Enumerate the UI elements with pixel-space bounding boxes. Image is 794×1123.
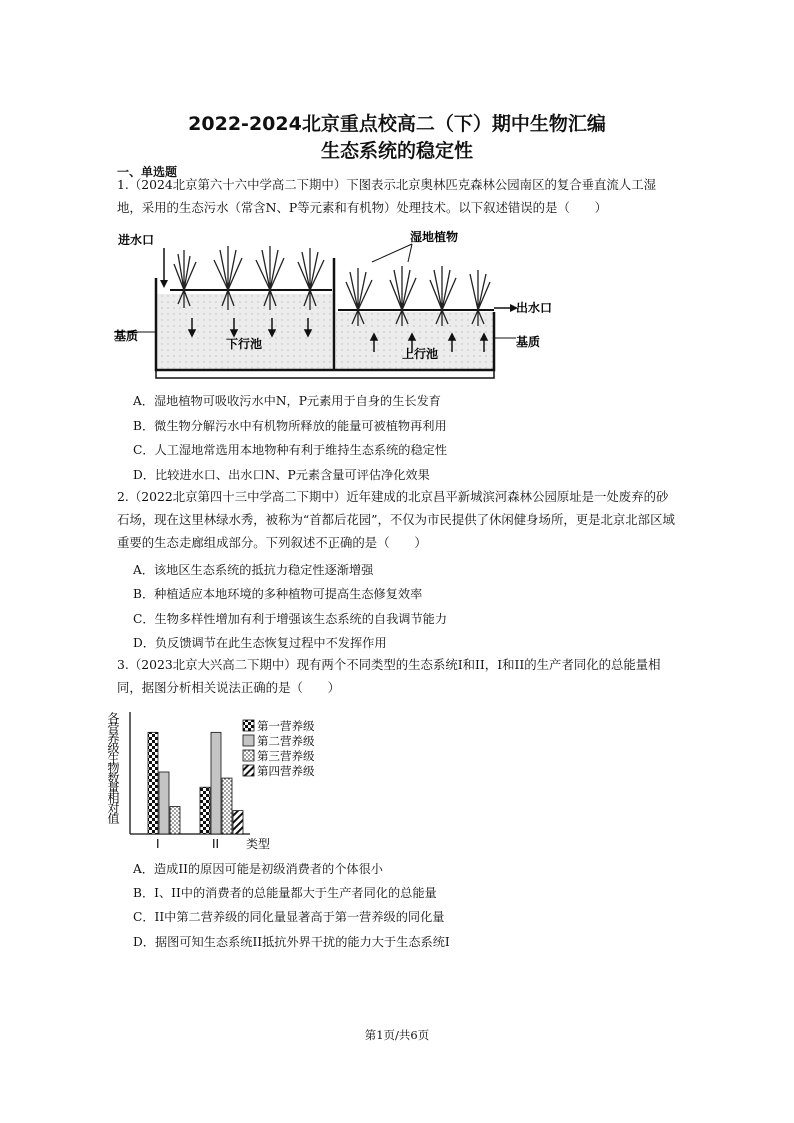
- down-pool-label: 下行池: [226, 337, 263, 351]
- legend-label-2: 第二营养级: [257, 734, 315, 748]
- q1-option-d: D．比较进水口、出水口N、P元素含量可评估净化效果: [133, 468, 430, 482]
- section-heading: 一、单选题: [117, 165, 178, 179]
- up-pool-label: 上行池: [402, 347, 439, 361]
- bar-II-1: [200, 787, 210, 834]
- x-tick-1: I: [156, 837, 160, 851]
- q3-option-d: D．据图可知生态系统II抵抗外界干扰的能力大于生态系统I: [133, 935, 450, 949]
- y-axis-label: 各营养级生物数量相对值: [106, 712, 120, 822]
- bar-II-2: [211, 732, 221, 834]
- q3-option-a: A．造成II的原因可能是初级消费者的个体很小: [133, 862, 383, 876]
- question-1-stem: 1.（2024北京第六十六中学高二下期中）下图表示北京奥林匹克森林公园南区的复合垂直流人工湿地，采用的生态污水（常含N、P等元素和有机物）处理技术。以下叙述错误的是（ ）: [117, 177, 656, 215]
- legend-swatch-2: [243, 735, 254, 746]
- question-3-stem: 3.（2023北京大兴高二下期中）现有两个不同类型的生态系统I和II，I和II的生产者同化的总能量相同，据图分析相关说法正确的是（ ）: [117, 657, 661, 695]
- x-axis-label: 类型: [246, 837, 271, 851]
- outlet-label: 出水口: [516, 301, 553, 315]
- bar-I-2: [159, 772, 169, 834]
- legend-label-1: 第一营养级: [257, 719, 315, 733]
- q1-option-a: A．湿地植物可吸收污水中N，P元素用于自身的生长发育: [133, 394, 441, 408]
- q2-option-b: B．种植适应本地环境的多种植物可提高生态修复效率: [133, 587, 423, 601]
- x-tick-2: II: [212, 837, 220, 851]
- substrate-right-label: 基质: [516, 335, 541, 349]
- up-pool-substrate: [336, 312, 494, 370]
- q2-option-d: D．负反馈调节在此生态恢复过程中不发挥作用: [133, 636, 387, 650]
- bar-I-1: [148, 732, 158, 834]
- q3-option-c: C．II中第二营养级的同化量显著高于第一营养级的同化量: [133, 910, 445, 924]
- bar-I-3: [170, 807, 180, 834]
- page-title: 2022-2024北京重点校高二（下）期中生物汇编: [188, 113, 606, 135]
- q2-option-c: C．生物多样性增加有利于增强该生态系统的自我调节能力: [133, 612, 448, 626]
- trophic-level-bar-chart: [106, 704, 330, 852]
- legend-swatch-1: [243, 720, 254, 731]
- plants-label: 湿地植物: [410, 230, 459, 244]
- q1-option-b: B．微生物分解污水中有机物所释放的能量可被植物再利用: [133, 419, 447, 433]
- q2-option-a: A．该地区生态系统的抵抗力稳定性逐渐增强: [133, 563, 374, 577]
- legend-label-3: 第三营养级: [257, 749, 315, 763]
- bar-II-3: [222, 778, 232, 834]
- legend-swatch-3: [243, 750, 254, 761]
- page-subtitle: 生态系统的稳定性: [320, 140, 473, 162]
- bar-II-4: [233, 811, 243, 834]
- q1-option-c: C．人工湿地常选用本地物种有利于维持生态系统的稳定性: [133, 443, 448, 457]
- q2-stem-end: 的是（ ）: [352, 535, 427, 550]
- question-2-stem: [117, 485, 679, 554]
- legend-label-4: 第四营养级: [257, 764, 315, 778]
- legend-swatch-4: [243, 765, 254, 776]
- wetland-figure: [112, 228, 572, 382]
- q3-option-b: B．I、II中的消费者的总能量都大于生产者同化的总能量: [133, 886, 437, 900]
- inlet-label: 进水口: [118, 233, 155, 247]
- substrate-left-label: 基质: [114, 329, 139, 343]
- q2-stem-text: 2.（2022北京第四十三中学高二下期中）近年建成的北京昌平新城滨河森林公园原址是一处废弃的砂石场，现在这里林绿水秀，被称为“首都后花园”，不仅为市民提供了休闲健身场所，更是北京北部区域重要的生态走廊组成部分。下列叙述: [117, 489, 675, 550]
- q2-stem-emphasis: 不正确: [315, 535, 353, 550]
- page-footer: 第1页/共6页: [364, 1028, 430, 1042]
